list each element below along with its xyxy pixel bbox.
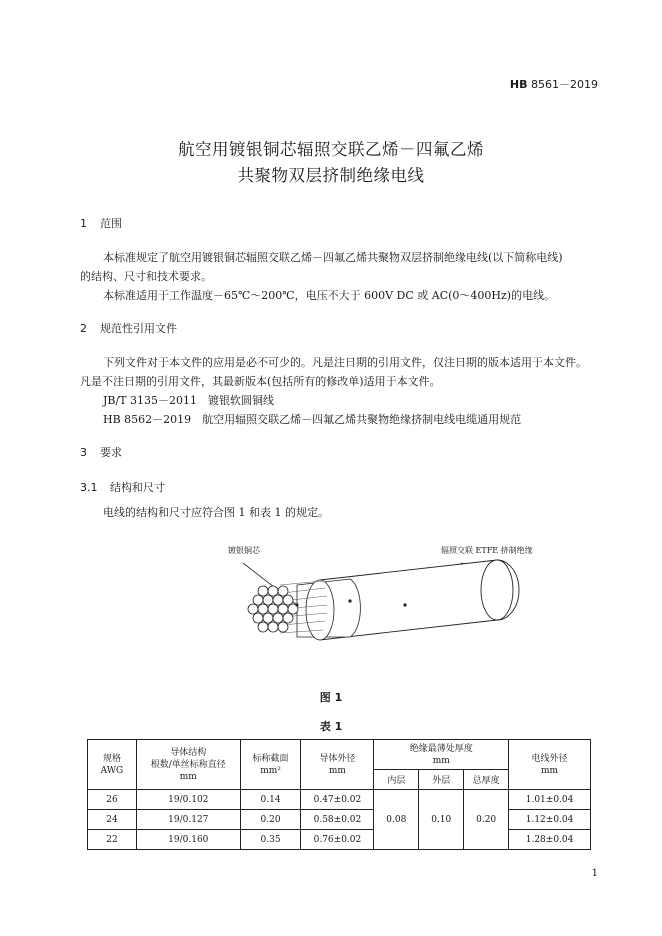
figure-caption: 图 1 [319,691,343,704]
table-header-row [88,740,591,770]
dimensions-table [87,739,591,850]
header-inner-layer: 内层 [374,770,419,790]
reference-hb-8562: HB 8562－2019 航空用辐照交联乙烯－四氟乙烯共聚物绝缘挤制电线电缆通用规范 [103,413,522,426]
standard-code [510,76,598,92]
doc-title-line1: 航空用镀银铜芯辐照交联乙烯－四氟乙烯 [178,140,484,159]
cell-awg: 22 [88,830,137,850]
cell-wire-od: 1.12±0.04 [509,810,591,830]
header-awg: 规格 AWG [88,740,137,790]
cell-structure: 19/0.127 [136,810,240,830]
section-1-title: 范围 [100,217,122,230]
section-3-1-title: 结构和尺寸 [110,481,165,494]
section-3-1-text: 电线的结构和尺寸应符合图 1 和表 1 的规定。 [103,506,329,519]
section-3-number: 3 [80,446,87,459]
cell-inner-thickness: 0.08 [374,790,419,850]
header-outer-layer: 外层 [419,770,464,790]
section-1-heading [80,215,122,231]
section-1-para1-line2: 的结构、尺寸和技术要求。 [80,270,212,283]
header-wire-od: 电线外径 mm [509,740,591,790]
header-total-thickness: 总厚度 [464,770,509,790]
section-1-number: 1 [80,217,87,230]
section-3-title: 要求 [100,446,122,459]
cell-awg: 26 [88,790,137,810]
header-insulation-thickness: 绝缘最薄处厚度 mm [374,740,509,770]
doc-title-line2: 共聚物双层挤制绝缘电线 [237,166,425,185]
cell-area: 0.20 [240,810,301,830]
section-2-number: 2 [80,322,87,335]
cell-outer-thickness: 0.10 [419,790,464,850]
section-3-heading [80,444,122,460]
section-3-1-number: 3.1 [80,481,98,494]
header-conductor-od: 导体外径 mm [301,740,374,790]
header-structure: 导体结构 根数/单丝标称直径 mm [136,740,240,790]
cell-structure: 19/0.160 [136,830,240,850]
section-2-title: 规范性引用文件 [100,322,177,335]
table-caption: 表 1 [319,720,343,733]
reference-jbt-3135: JB/T 3135－2011 镀银软圆铜线 [103,394,275,407]
header-area: 标称截面 mm² [240,740,301,790]
page-number: 1 [591,868,598,879]
section-1-para2: 本标准适用于工作温度－65℃～200℃，电压不大于 600V DC 或 AC(0～400Hz)的电线。 [103,289,556,302]
section-2-heading [80,320,177,336]
standard-code-number: 8561－2019 [531,78,598,91]
table-row [88,810,591,830]
cell-structure: 19/0.102 [136,790,240,810]
figure-label-conductor: 镀银铜芯 [228,546,260,555]
section-1-para1-line1: 本标准规定了航空用镀银铜芯辐照交联乙烯－四氟乙烯共聚物双层挤制绝缘电线(以下简称电线) [103,251,563,264]
cell-area: 0.35 [240,830,301,850]
table-row [88,790,591,810]
cell-wire-od: 1.01±0.04 [509,790,591,810]
section-3-1-heading [80,479,165,495]
figure-label-insulation: 辐照交联 ETFE 挤制绝缘 [441,546,533,555]
cell-wire-od: 1.28±0.04 [509,830,591,850]
cell-area: 0.14 [240,790,301,810]
table-row [88,830,591,850]
cell-conductor-od: 0.47±0.02 [301,790,374,810]
cell-awg: 24 [88,810,137,830]
standard-code-prefix: HB [509,78,528,91]
section-2-para1-line1: 下列文件对于本文件的应用是必不可少的。凡是注日期的引用文件，仅注日期的版本适用于本文件。 [103,356,587,369]
cell-total-thickness: 0.20 [464,790,509,850]
cell-conductor-od: 0.58±0.02 [301,810,374,830]
cell-conductor-od: 0.76±0.02 [301,830,374,850]
wire-cross-section-illustration [225,555,555,665]
section-2-para1-line2: 凡是不注日期的引用文件，其最新版本(包括所有的修改单)适用于本文件。 [80,375,441,388]
